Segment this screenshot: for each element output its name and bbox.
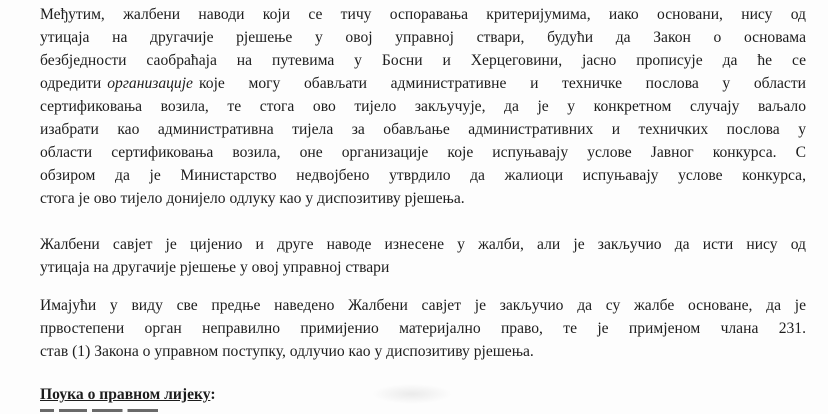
text-line-4-rest: које могу обављати административне и техничке послова у области (198, 75, 806, 92)
paragraph-1-line-3: безбједности саобраћаја на путевима у Босни и Херцеговини, јасно прописује да ће се (40, 52, 806, 69)
paragraph-1-line-7: области сертификовања возила, оне организације које испуњавају услове Јавног конкурса. С (40, 144, 806, 161)
heading-colon: : (210, 386, 216, 403)
paragraph-3-line-3: став (1) Закона о управном поступку, одлучио као у диспозитиву рјешења. (40, 343, 534, 360)
paragraph-1-line-2: утицаја на другачије рјешење у овој управној ствари, будући да Закон о основама (40, 29, 806, 46)
text-odrediti: одредити (40, 75, 102, 92)
scan-smudge (372, 384, 452, 404)
heading-text: Поука о правном лијеку (40, 386, 211, 403)
paragraph-1-line-9: стога је ово тијело донијело одлуку као у диспозитиву рјешења. (40, 190, 465, 207)
paragraph-3-line-1: Имајући у виду све предње наведено Жалбени савјет је закључио да су жалбе основане, да је (40, 297, 806, 314)
paragraph-1-line-5: сертификовања возила, те стога ово тијело закључује, да је у конкретном случају ваљало (40, 98, 806, 115)
paragraph-3-line-2: првостепени орган неправилно примијенио материјално право, те је примјеном члана 231. (40, 320, 806, 337)
text-organizacije-italic: организације (107, 75, 193, 92)
paragraph-1-line-4 (40, 74, 806, 94)
paragraph-1-line-8: обзиром да је Министарство недвојбено утврдило да жалиоци испуњавају услове конкурса, (40, 167, 806, 184)
paragraph-1-line-6: изабрати као административна тијела за обављање административних и техничких послова у (40, 121, 806, 138)
paragraph-2-line-1: Жалбени савјет је цијенио и друге наводе изнесене у жалби, али је закључио да исти нису од (40, 236, 806, 253)
paragraph-2-line-2: утицаја на другачије рјешење у овој управној ствари (40, 259, 390, 276)
paragraph-1-line-1: Међутим, жалбени наводи који се тичу оспоравања критеријумима, иако основани, нису од (40, 6, 806, 23)
cut-off-next-line (40, 406, 160, 414)
